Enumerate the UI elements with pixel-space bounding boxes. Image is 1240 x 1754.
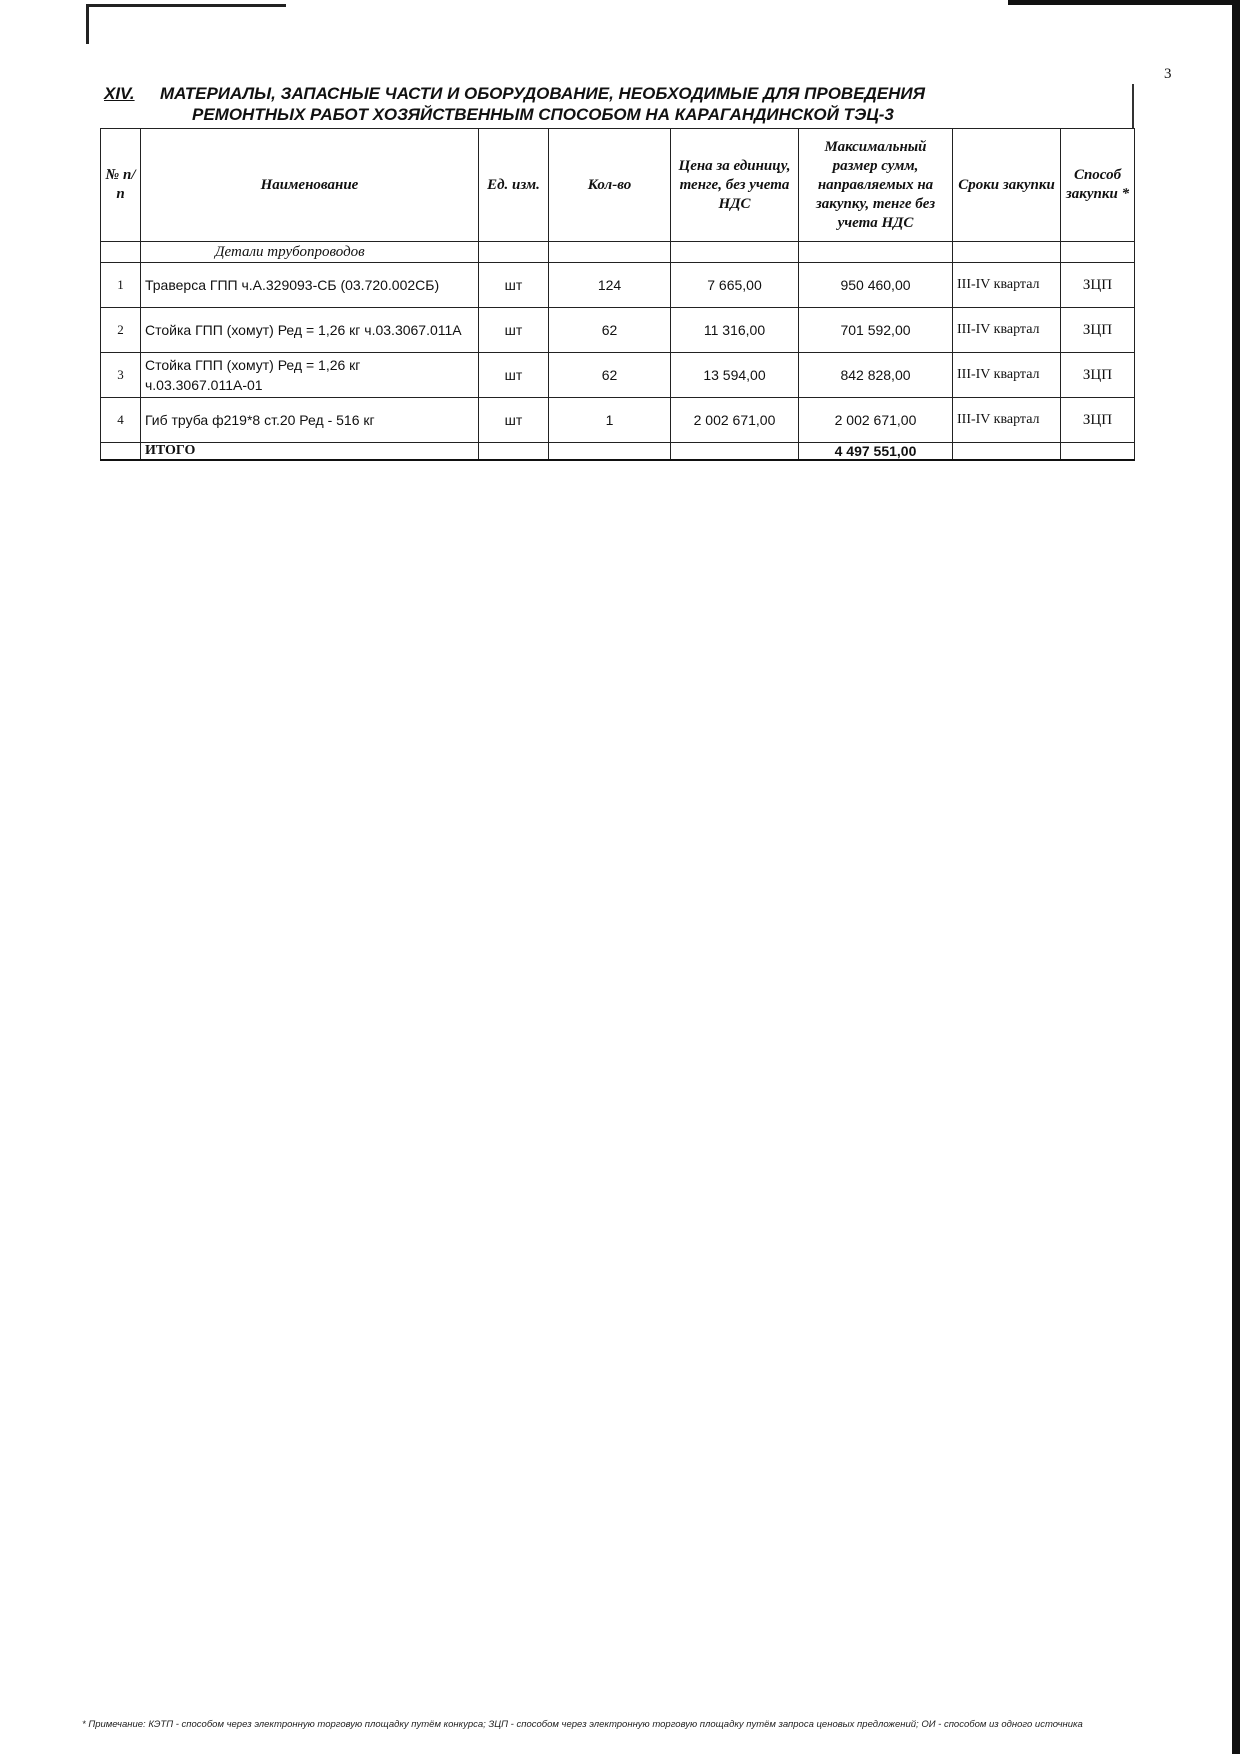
row-price: 11 316,00 (671, 308, 799, 353)
materials-table (100, 128, 1135, 461)
header-name: Наименование (141, 129, 479, 242)
row-name: Стойка ГПП (хомут) Ред = 1,26 кг ч.03.3067.011А-01 (141, 353, 479, 398)
row-term: III-IV квартал (953, 308, 1061, 353)
row-num: 4 (101, 398, 141, 443)
table-row (101, 353, 1135, 398)
row-term: III-IV квартал (953, 263, 1061, 308)
row-max-sum: 2 002 671,00 (799, 398, 953, 443)
row-qty: 124 (549, 263, 671, 308)
row-qty: 62 (549, 308, 671, 353)
group-row (101, 242, 1135, 263)
total-row (101, 443, 1135, 461)
row-qty: 1 (549, 398, 671, 443)
header-method: Способ закупки * (1061, 129, 1135, 242)
row-method: ЗЦП (1061, 263, 1135, 308)
row-num: 2 (101, 308, 141, 353)
table-row (101, 263, 1135, 308)
scan-artifact-right-edge (1232, 0, 1240, 1754)
row-price: 7 665,00 (671, 263, 799, 308)
group-label: Детали трубопроводов (141, 242, 479, 263)
table-row (101, 398, 1135, 443)
header-price: Цена за единицу, тенге, без учета НДС (671, 129, 799, 242)
header-unit: Ед. изм. (479, 129, 549, 242)
row-qty: 62 (549, 353, 671, 398)
table-header-row (101, 129, 1135, 242)
row-term: III-IV квартал (953, 398, 1061, 443)
header-num: № п/п (101, 129, 141, 242)
section-number: XIV. (104, 84, 135, 103)
row-num: 1 (101, 263, 141, 308)
section-title-line1: МАТЕРИАЛЫ, ЗАПАСНЫЕ ЧАСТИ И ОБОРУДОВАНИЕ, НЕОБХОДИМЫЕ ДЛЯ ПРОВЕДЕНИЯ (160, 84, 926, 103)
footnote: * Примечание: КЭТП - способом через электронную торговую площадку путём конкурса; ЗЦП - способом через электронную торговую площадку путём запроса ценовых предложений; ОИ - способом из одного источника (82, 1719, 1083, 1730)
scan-artifact-left-corner (86, 4, 89, 44)
page-number: 3 (1164, 66, 1172, 82)
row-method: ЗЦП (1061, 353, 1135, 398)
row-price: 13 594,00 (671, 353, 799, 398)
total-sum: 4 497 551,00 (799, 443, 953, 461)
row-unit: шт (479, 353, 549, 398)
row-method: ЗЦП (1061, 398, 1135, 443)
row-unit: шт (479, 263, 549, 308)
total-label: ИТОГО (141, 443, 479, 461)
table-row (101, 308, 1135, 353)
row-unit: шт (479, 398, 549, 443)
row-num: 3 (101, 353, 141, 398)
row-name: Траверса ГПП ч.А.329093-СБ (03.720.002СБ) (141, 263, 479, 308)
scan-artifact-top-left (86, 4, 286, 7)
row-unit: шт (479, 308, 549, 353)
row-term: III-IV квартал (953, 353, 1061, 398)
header-qty: Кол-во (549, 129, 671, 242)
section-title-line2: РЕМОНТНЫХ РАБОТ ХОЗЯЙСТВЕННЫМ СПОСОБОМ НА КАРАГАНДИНСКОЙ ТЭЦ-3 (192, 105, 894, 124)
row-name: Гиб труба ф219*8 ст.20 Ред - 516 кг (141, 398, 479, 443)
row-price: 2 002 671,00 (671, 398, 799, 443)
header-term: Сроки закупки (953, 129, 1061, 242)
heading-rule (1132, 84, 1134, 128)
row-name: Стойка ГПП (хомут) Ред = 1,26 кг ч.03.3067.011А (141, 308, 479, 353)
scan-artifact-top-right (1008, 0, 1240, 5)
row-method: ЗЦП (1061, 308, 1135, 353)
header-max-sum: Максимальный размер сумм, направляемых на закупку, тенге без учета НДС (799, 129, 953, 242)
row-max-sum: 950 460,00 (799, 263, 953, 308)
row-max-sum: 701 592,00 (799, 308, 953, 353)
row-max-sum: 842 828,00 (799, 353, 953, 398)
